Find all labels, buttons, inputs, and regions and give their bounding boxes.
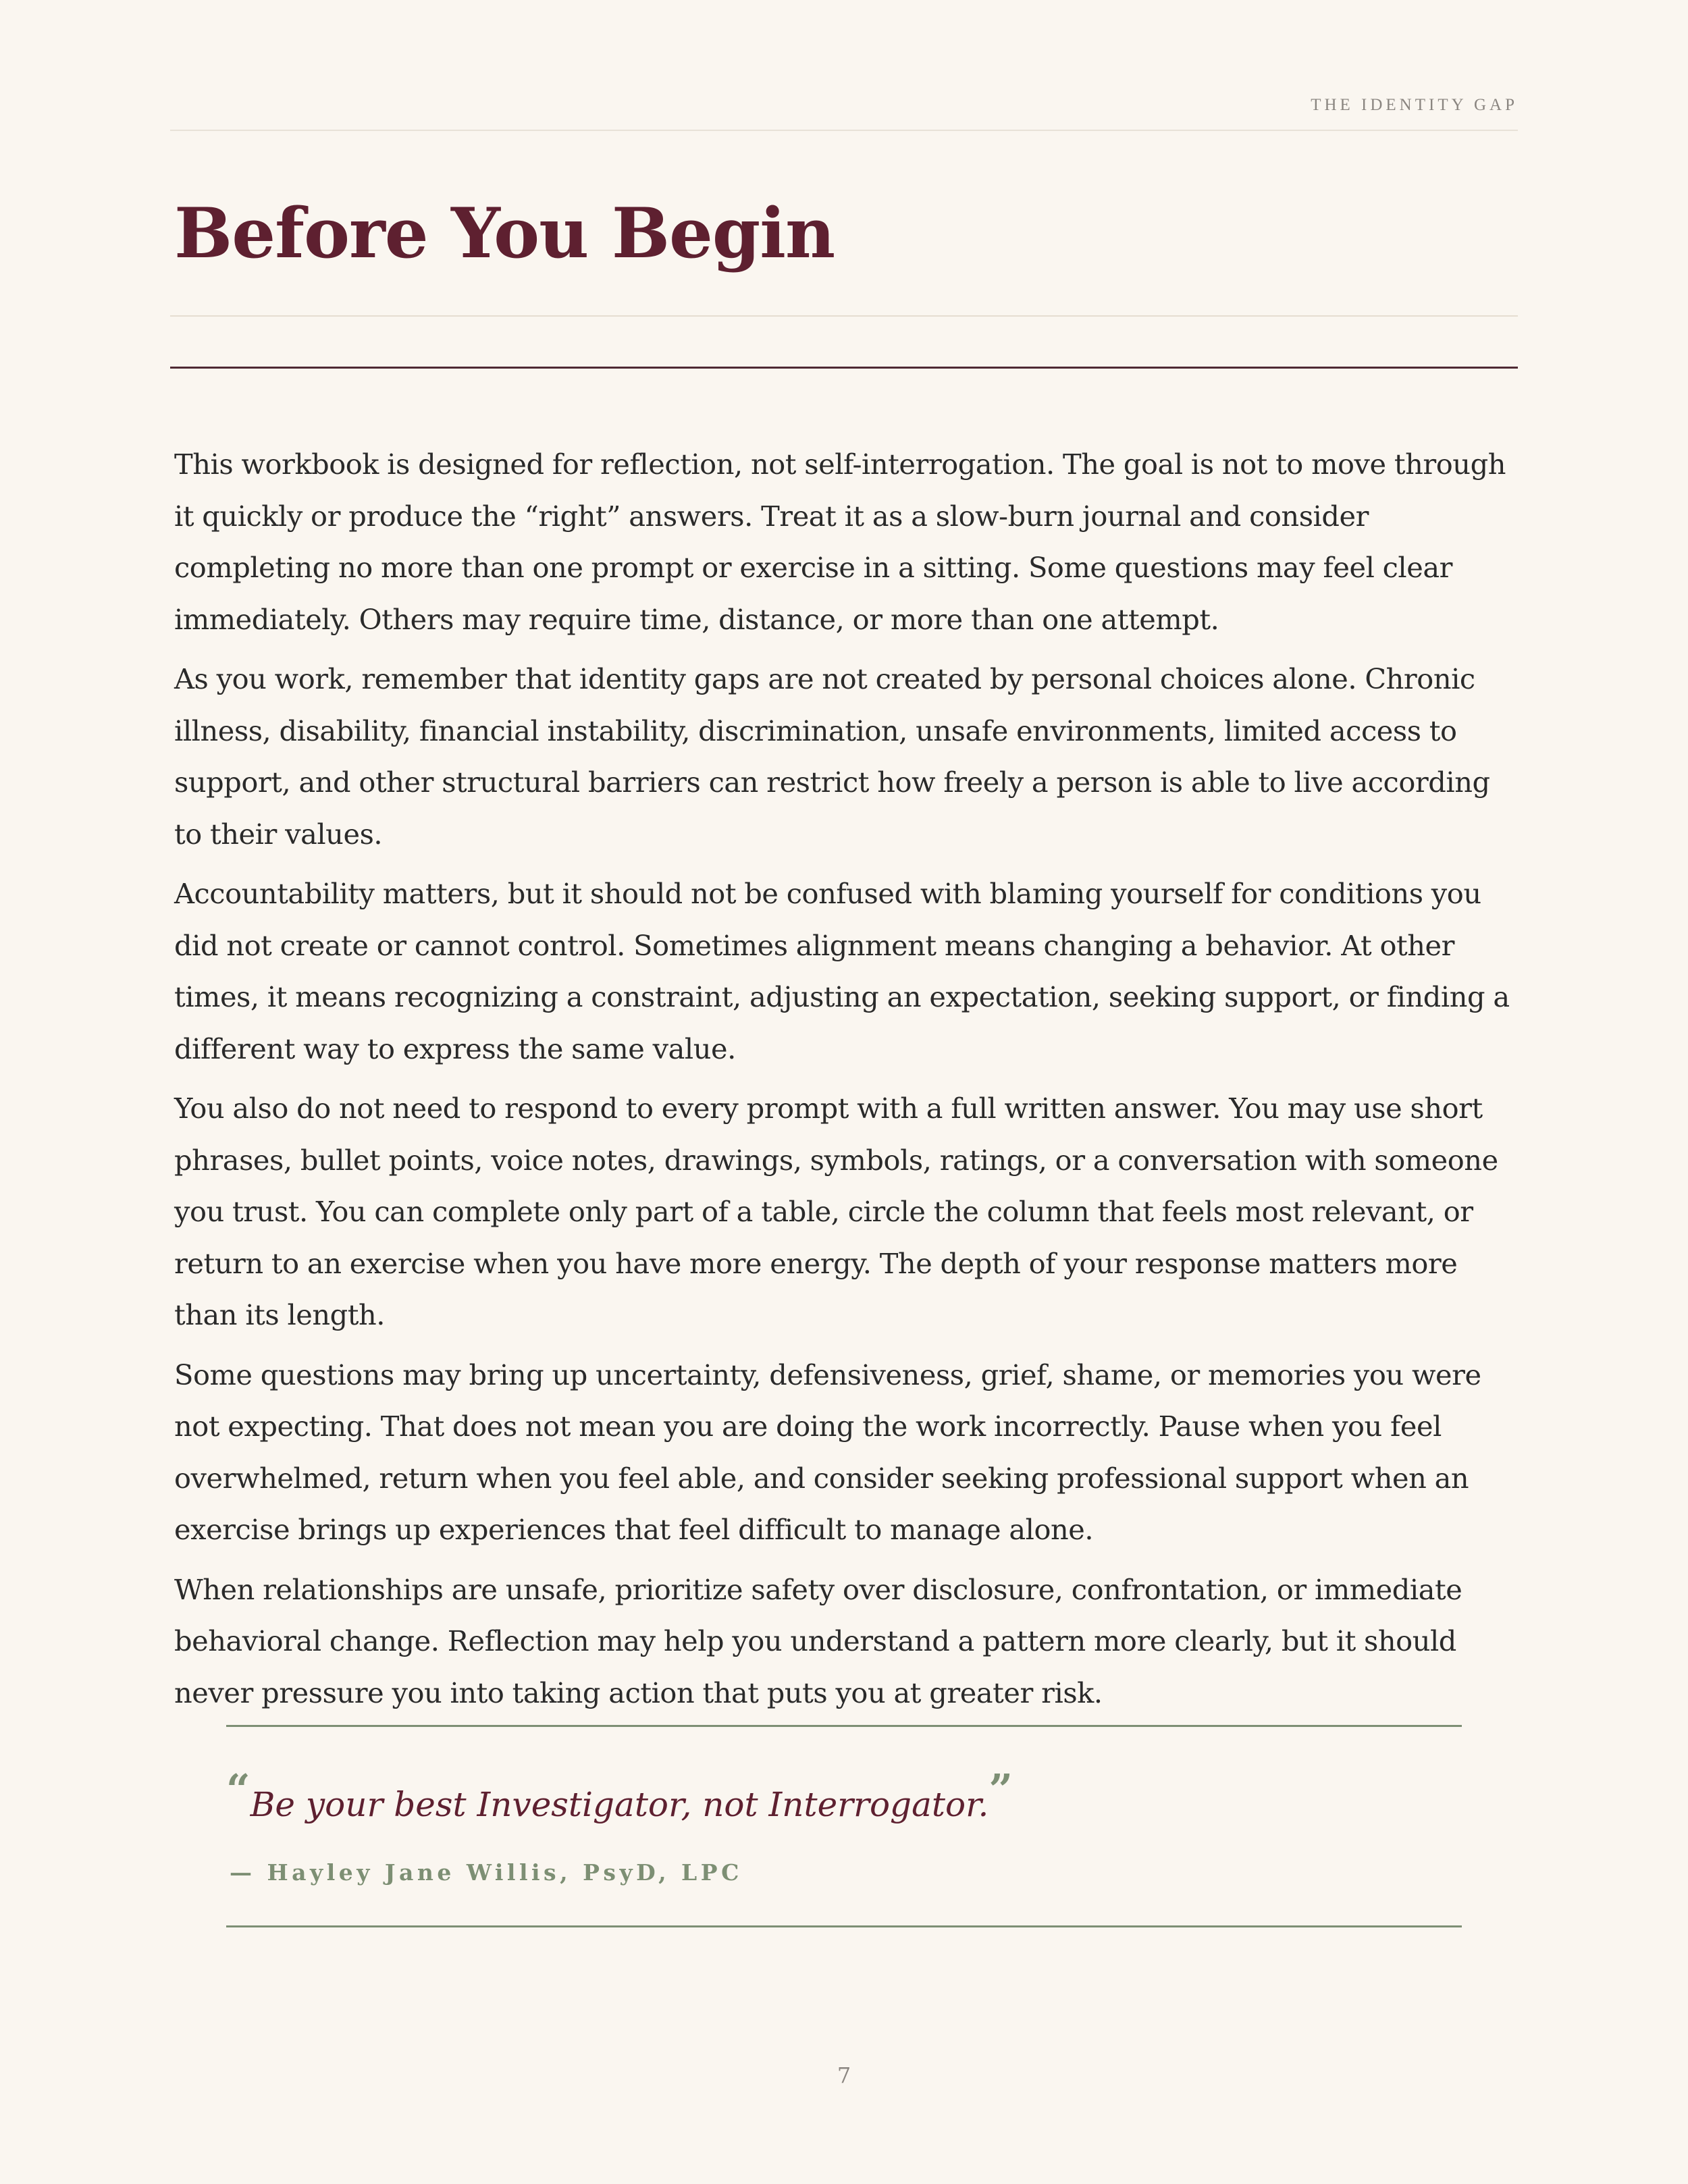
quote-body: Be your best Investigator, not Interrogator.	[250, 1785, 989, 1824]
paragraph: Accountability matters, but it should not be confused with blaming yourself for conditions you did not create or cannot control. Sometimes alignment means changing a behavior. At other times, it means recognizing a constraint, adjusting an expectation, seeking support, or finding a different way to express the same value.	[174, 877, 1510, 1065]
paragraph: When relationships are unsafe, prioritize safety over disclosure, confrontation, or immediate behavioral change. Reflection may help you understand a pattern more clearly, but it should never pressure you into taking action that puts you at greater risk.	[174, 1572, 1462, 1709]
open-quote-mark: “	[226, 1765, 250, 1814]
header-divider	[170, 130, 1518, 131]
close-quote-mark: ”	[988, 1765, 1013, 1814]
title-divider-dark	[170, 367, 1518, 369]
body-text	[174, 439, 1525, 1727]
page-title: Before You Begin	[174, 193, 835, 274]
paragraph: This workbook is designed for reflection, not self-interrogation. The goal is not to move through it quickly or produce the “right” answers. Treat it as a slow-burn journal and consider completing no more than one prompt or exercise in a sitting. Some questions may feel clear immediately. Others may require time, distance, or more than one attempt.	[174, 448, 1506, 636]
quote-attribution: — Hayley Jane Willis, PsyD, LPC	[230, 1859, 743, 1886]
paragraph: Some questions may bring up uncertainty, defensiveness, grief, shame, or memories you were not expecting. That does not mean you are doing the work incorrectly. Pause when you feel overwhelmed, return when you feel able, and consider seeking professional support when an exercise brings up experiences that feel difficult to manage alone.	[174, 1358, 1481, 1546]
title-divider-light	[170, 315, 1518, 317]
running-header: THE IDENTITY GAP	[1311, 96, 1518, 114]
page-number: 7	[837, 2062, 851, 2088]
paragraph: You also do not need to respond to every prompt with a full written answer. You may use short phrases, bullet points, voice notes, drawings, symbols, ratings, or a conversation with someone you trust. You can complete only part of a table, circle the column that feels most relevant, or return to an exercise when you have more energy. The depth of your response matters more than its length.	[174, 1092, 1498, 1331]
paragraph: As you work, remember that identity gaps are not created by personal choices alone. Chronic illness, disability, financial instability, discrimination, unsafe environments, limited access to support, and other structural barriers can restrict how freely a person is able to live according to their values.	[174, 662, 1490, 851]
quote-text	[226, 1765, 1013, 1827]
pull-quote	[226, 1725, 1462, 1927]
